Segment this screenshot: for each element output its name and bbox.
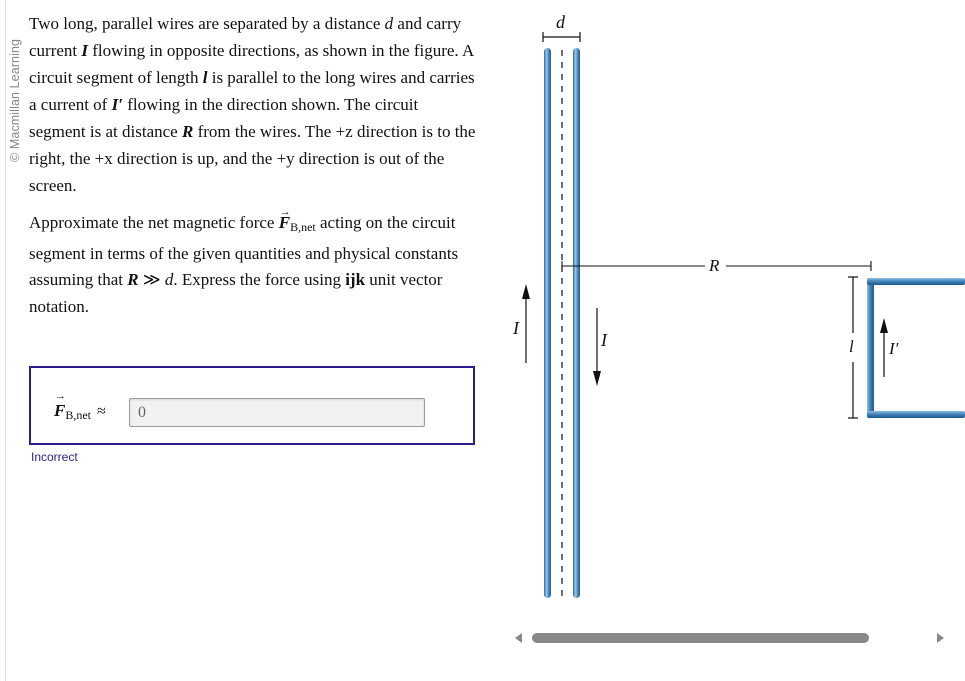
answer-container [29, 366, 475, 445]
horizontal-scrollbar[interactable] [515, 629, 950, 649]
problem-paragraph-1: Two long, parallel wires are separated by a distance d and carry current I flowing in opposite directions, as shown in the figure. A circuit segment of length l is parallel to the long wires and carries a current of I′ flowing in the direction shown. The circuit segment is at distance R from the wires. The +z direction is to the right, the +x direction is up, and the +y direction is out of the screen. [29, 14, 476, 195]
label-I-left: I [513, 318, 519, 338]
label-I-prime: I′ [889, 339, 899, 358]
current-arrow-up-icon [522, 284, 530, 363]
copyright-credit: © Macmillan Learning [8, 38, 22, 162]
wires-diagram [500, 0, 965, 620]
d-dimension-marker [543, 32, 580, 42]
circuit-segment-loop [867, 278, 965, 418]
scroll-left-arrow-icon[interactable] [515, 633, 522, 643]
scroll-thumb[interactable] [532, 633, 869, 643]
label-l: l [849, 337, 854, 356]
answer-input[interactable]: 0 [129, 398, 425, 427]
scroll-right-arrow-icon[interactable] [937, 633, 944, 643]
current-arrow-down-icon [593, 308, 601, 386]
label-I-right: I [601, 330, 607, 350]
panel-left-border [5, 0, 6, 681]
answer-label: → $F_{B,net}$ ≈ [54, 401, 106, 423]
feedback-status: Incorrect [31, 450, 78, 464]
label-R: R [709, 256, 720, 275]
label-d: d [556, 12, 565, 32]
right-wire [573, 48, 580, 598]
problem-statement [29, 10, 479, 320]
current-prime-arrow-up-icon [880, 318, 888, 377]
left-wire [544, 48, 551, 598]
figure [500, 0, 965, 620]
problem-paragraph-2: Approximate the net magnetic force → $F_{B,net}$ acting on the circuit segment in terms of the given quantities and physical constants assuming that R ≫ d. Express the force using ijk unit vector notation. [29, 210, 479, 320]
